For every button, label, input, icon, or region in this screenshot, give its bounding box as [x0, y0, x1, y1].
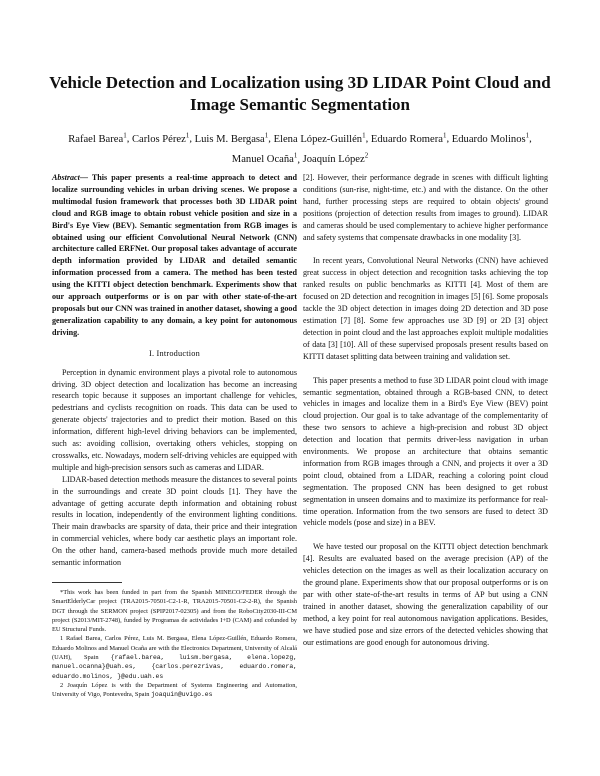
- author-affiliation-mark: 1: [123, 131, 127, 139]
- author-name: Eduardo Molinos$^1$: [451, 131, 530, 145]
- abstract: [52, 172, 297, 339]
- affiliation-footnote-1: 1 Rafael Barea, Carlos Pérez, Luis M. Bergasa, Elena López-Guillén, Eduardo Romera, Eduardo Molinos and Manuel Ocaña are with the Electronics Department, University of Alcalá (UAH), Spain {rafael.barea, luism.bergasa, elena.lopezg, manuel.ocanna}@uah.es, {carlos.perezrivas, eduardo.romera, eduardo.molinos, }@edu.uah.es: [52, 635, 297, 680]
- author-name: Elena López-Guillén$^1$: [273, 131, 366, 145]
- author-affiliation-mark: 1: [185, 131, 190, 139]
- funding-footnote: *This work has been funded in part from the Spanish MINECO/FEDER through the SmartElderlyCar project (TRA2015-70501-C2-1-R, TRA2015-70501-C2-2-R), the Spanish DGT through the SERMON project (SPIP2017-02305) and from the RoboCity2030-III-CM project (S2013/MIT-2748), funded by Programas de actividades I+D (CAM) and cofunded by EU Structural Funds.: [52, 589, 297, 634]
- left-column: [52, 172, 297, 700]
- body-paragraph: This paper presents a method to fuse 3D LIDAR point cloud with image semantic segmentation, obtained through a RGB-based CNN, to detect vehicles in images and localize them in a Bird's Eye View (BEV) point cloud projection. Our goal is to take advantage of the complementarity of these two sensors to achieve a high-precision and robust 3D object detection and location that permits driver-less navigation in urban environments. We propose an architecture that obtains semantic information from RGB images through a CNN, and projects it over a 3D point cloud, obtained from a LIDAR, reaching a coloring point cloud segmentation. The proposed CNN has been designed to get robust segmentation in unseen domains and to maximize its performance for real-time operation. Information from the two sensors are fused to detect 3D vehicle models (pose and size) in a BEV.: [303, 375, 548, 528]
- author-affiliation-mark: 1: [442, 131, 447, 139]
- paper-title: Vehicle Detection and Localization using 3D LIDAR Point Cloud and Image Semantic Segmentation: [49, 73, 551, 114]
- author-list: Rafael Barea$^1$, Carlos Pérez$^1$, Luis M. Bergasa$^1$, Elena López-Guillén$^1$, Eduardo Romera$^1$, Eduardo Molinos$^1$, Manuel Ocaña$^1$, Joaquín López$^2$: [68, 131, 532, 166]
- footnotes: [52, 588, 297, 700]
- footnote-rule: [52, 582, 122, 583]
- author-affiliation-mark: 1: [525, 131, 530, 139]
- abstract-lead: Abstract: [52, 173, 80, 182]
- section-heading-introduction: I. Introduction: [149, 348, 200, 358]
- email-list: {rafael.barea, luism.bergasa, elena.lopezg, manuel.ocanna}@uah.es, {carlos.perezrivas, eduardo.romera, eduardo.molinos, }@edu.uah.es: [52, 654, 297, 680]
- author-affiliation-mark: 1: [264, 131, 269, 139]
- intro-paragraph: Perception in dynamic environment plays a pivotal role to autonomous driving. 3D object detection and localization has become an increasing research topic because it supposes an important challenge for vehicles, pedestrians and cyclists recognition on roads. This data can be used to generate objects' trajectories and to predict their motion. Based on this information, different high-level driving behaviors can be implemented, such as: avoiding collision, overtaking others vehicles, stopping on crosswalks, etc. Nowadays, modern self-driving vehicles are equipped with multiple and high-precision sensors such as cameras and LIDAR.: [52, 367, 297, 472]
- author-affiliation-mark: 1: [293, 151, 298, 160]
- author-name: Joaquín López$^2$: [302, 151, 369, 166]
- abstract-text: — This paper presents a real-time approach to detect and localize surrounding vehicles in urban driving scenes. We propose a multimodal fusion framework that processes both 3D LIDAR point cloud and RGB image to obtain robust vehicle position and size in a Bird's Eye View (BEV). Semantic segmentation from RGB images is obtained using our efficient Convolutional Neural Network (CNN) architecture called ERFNet. Our proposal takes advantage of accurate depth information provided by LIDAR and detailed semantic information processed from a camera. The method has been tested using the KITTI object detection benchmark. Experiments show that our approach outperforms or is on par with other state-of-the-art proposals but our CNN was trained in another dataset, showing a good generalization capability to any domain, a key point for autonomous driving.: [52, 173, 297, 337]
- email: joaquin@uvigo.es: [151, 691, 213, 699]
- author-name: Manuel Ocaña$^1$: [231, 151, 298, 166]
- author-name: Rafael Barea$^1$: [68, 131, 127, 145]
- body-paragraph: We have tested our proposal on the KITTI object detection benchmark [4]. Results are evaluated based on the average precision (AP) of the vehicles detection on the images as well as their localization accuracy on the ground plane. Experiments show that our proposal outperforms or is on par with other state-of-the-art results in terms of AP but using a CNN trained in another dataset, showing the generalization capability of our method, a key point for real autonomous navigation applications. Besides, we have studied pose and size errors of the detected vehicles showing that our estimations are good enough for autonomous driving.: [303, 542, 548, 647]
- body-paragraph: [2]. However, their performance degrade in scenes with difficult lighting conditions (sun-rise, night-time, etc.) and with the distance. On the other hand, further processing steps are required to obtain objects' ground positions (projection of detection results from images to ground). LIDAR and cameras should be used complementary to achieve higher performance and safety systems that compensate drawbacks in one modality [3].: [303, 173, 548, 242]
- author-affiliation-mark: 1: [362, 131, 366, 139]
- author-name: Eduardo Romera$^1$: [370, 131, 447, 145]
- intro-paragraph: LIDAR-based detection methods measure the distances to several points in the surroundings and create 3D point clouds [1]. They have the advantage of getting accurate depth information and obtaining robust results in location, independently of the environment lighting conditions. Their main drawbacks are sparsity of data, their price and their integration in commercial vehicles, where body car aesthetic plays an important role. On the other hand, camera-based methods provide much more detailed semantic information: [52, 474, 297, 568]
- author-affiliation-mark: 2: [364, 151, 369, 160]
- author-name: Carlos Pérez$^1$: [131, 131, 190, 145]
- right-column: [303, 172, 548, 649]
- affiliation-footnote-2: 2 Joaquín López is with the Department of Systems Engineering and Automation, University of Vigo, Pontevedra, Spain joaquin@uvigo.es: [52, 681, 297, 699]
- body-paragraph: In recent years, Convolutional Neural Networks (CNN) have achieved great success in object detection and recognition tasks achieving the top ranked results on public benchmarks as KITTI [4]. Most of them are focused on 2D detection and recognition in images [5] [6]. Some proposals tackle the 3D object detection in images doing 2D detection and 3D pose estimation [7] [8]. Some few approaches use 3D [9] or 2D [3] object detection in point cloud and the last approaches exploit multiple modalities of data [3] [10]. All of these supervised proposals present results based on KITTI dataset splitting data between training and validation set.: [303, 256, 548, 361]
- author-name: Luis M. Bergasa$^1$: [194, 131, 269, 145]
